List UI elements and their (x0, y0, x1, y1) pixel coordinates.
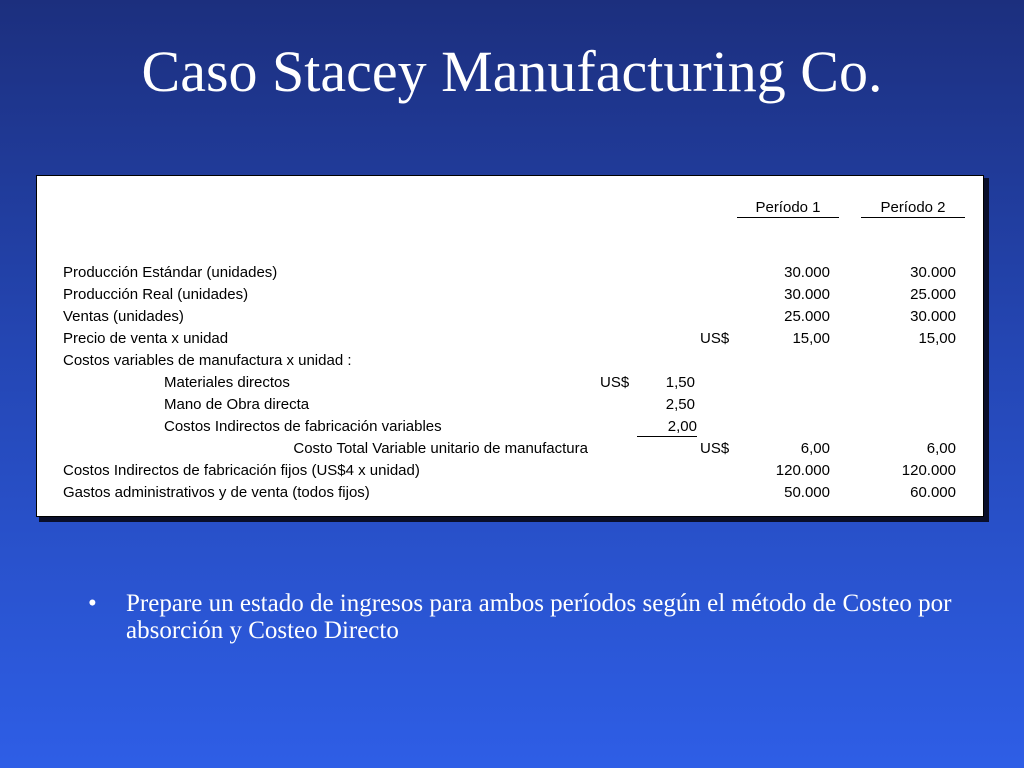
row-p2-costo-total: 6,00 (926, 440, 956, 457)
row-p1-cif-fijos: 120.000 (775, 462, 830, 479)
bullet-icon: • (88, 590, 97, 617)
row-p1-prod-real: 30.000 (784, 286, 830, 303)
data-table (36, 175, 984, 517)
row-p1-ventas: 25.000 (784, 308, 830, 325)
row-p1-gastos: 50.000 (784, 484, 830, 501)
row-value-cif-variables: 2,00 (637, 418, 697, 437)
row-p1-precio: 15,00 (792, 330, 830, 347)
row-p2-gastos: 60.000 (910, 484, 956, 501)
row-currency-materiales: US$ (600, 374, 630, 391)
row-p2-cif-fijos: 120.000 (901, 462, 956, 479)
row-label-materiales: Materiales directos (164, 374, 290, 391)
slide-title: Caso Stacey Manufacturing Co. (141, 39, 883, 104)
row-p2-prod-std: 30.000 (910, 264, 956, 281)
row-label-precio: Precio de venta x unidad (63, 330, 229, 347)
row-label-prod-std: Producción Estándar (unidades) (63, 264, 278, 281)
header-period-1: Período 1 (737, 199, 839, 218)
header-period-2: Período 2 (861, 199, 965, 218)
row-label-cif-variables: Costos Indirectos de fabricación variables (164, 418, 442, 435)
row-label-cif-fijos: Costos Indirectos de fabricación fijos (US$4 x unidad) (63, 462, 420, 479)
row-value-materiales: 1,50 (665, 374, 695, 391)
row-p2-prod-real: 25.000 (910, 286, 956, 303)
row-label-prod-real: Producción Real (unidades) (63, 286, 249, 303)
row-label-costos-variables: Costos variables de manufactura x unidad : (63, 352, 352, 369)
row-p2-precio: 15,00 (918, 330, 956, 347)
row-p1-costo-total: 6,00 (800, 440, 830, 457)
row-label-mano-obra: Mano de Obra directa (164, 396, 310, 413)
row-value-mano-obra: 2,50 (665, 396, 695, 413)
row-p1-prod-std: 30.000 (784, 264, 830, 281)
bullet-text: Prepare un estado de ingresos para ambos períodos según el método de Costeo por absorción y Costeo Directo (126, 590, 952, 644)
row-p2-ventas: 30.000 (910, 308, 956, 325)
row-label-ventas: Ventas (unidades) (63, 308, 184, 325)
row-label-costo-total: Costo Total Variable unitario de manufactura (293, 440, 588, 457)
row-currency-costo-total: US$ (700, 440, 730, 457)
row-currency-precio: US$ (700, 330, 730, 347)
row-label-gastos: Gastos administrativos y de venta (todos fijos) (63, 484, 370, 501)
